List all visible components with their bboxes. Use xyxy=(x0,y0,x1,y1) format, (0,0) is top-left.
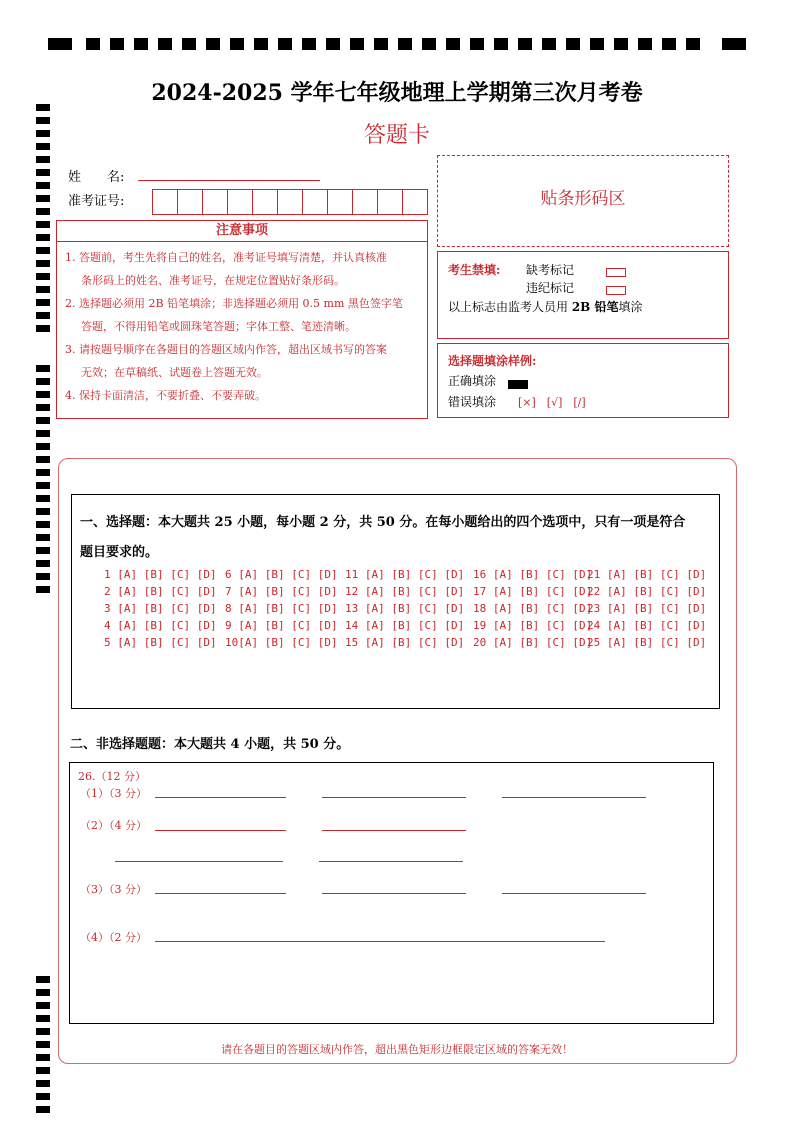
mc-question-row[interactable]: 22 [A] [B] [C] [D] xyxy=(587,585,707,598)
top-timing-marks xyxy=(48,38,746,50)
answer-line[interactable] xyxy=(155,797,286,798)
examiner-only-box xyxy=(437,251,729,339)
notice-heading: 注意事项 xyxy=(56,220,428,242)
mc-question-row[interactable]: 16 [A] [B] [C] [D] xyxy=(473,568,593,581)
mc-question-row[interactable]: 19 [A] [B] [C] [D] xyxy=(473,619,593,632)
mc-heading-line1: 一、选择题：本大题共 25 小题，每小题 2 分，共 50 分。在每小题给出的四个选项中，只有一项是符合 xyxy=(80,515,686,530)
mc-question-row[interactable]: 1 [A] [B] [C] [D] xyxy=(104,568,217,581)
answer-line[interactable] xyxy=(155,830,286,831)
mc-question-row[interactable]: 18 [A] [B] [C] [D] xyxy=(473,602,593,615)
examiner-note: 以上标志由监考人员用 2B 铅笔填涂 xyxy=(448,300,643,314)
notice-item: 3. 请按题号顺序在各题目的答题区域内作答，超出区域书写的答案 xyxy=(65,343,387,356)
mc-question-row[interactable]: 13 [A] [B] [C] [D] xyxy=(345,602,465,615)
wrong-fill-marks: [×] [√] [/] xyxy=(518,396,586,409)
question-26-label: 26.（12 分） xyxy=(78,770,146,783)
mc-question-row[interactable]: 17 [A] [B] [C] [D] xyxy=(473,585,593,598)
mc-question-row[interactable]: 11 [A] [B] [C] [D] xyxy=(345,568,465,581)
answer-sheet-subtitle: 答题卡 xyxy=(363,123,430,148)
mc-question-row[interactable]: 3 [A] [B] [C] [D] xyxy=(104,602,217,615)
footer-warning: 请在各题目的答题区域内作答，超出黑色矩形边框限定区域的答案无效！ xyxy=(221,1043,573,1056)
notice-item: 条形码上的姓名、准考证号，在规定位置贴好条形码。 xyxy=(81,274,345,287)
fill-sample-label: 选择题填涂样例: xyxy=(448,354,537,368)
mc-question-row[interactable]: 8 [A] [B] [C] [D] xyxy=(225,602,338,615)
absent-mark-box[interactable] xyxy=(606,262,626,281)
examiner-only-label: 考生禁填: xyxy=(448,263,501,277)
mc-question-row[interactable]: 12 [A] [B] [C] [D] xyxy=(345,585,465,598)
answer-line[interactable] xyxy=(502,797,646,798)
exam-id-label: 准考证号: xyxy=(68,194,125,209)
fill-sample-box xyxy=(437,343,729,418)
mc-question-row[interactable]: 5 [A] [B] [C] [D] xyxy=(104,636,217,649)
absent-mark-label: 缺考标记 xyxy=(526,263,575,277)
answer-line[interactable] xyxy=(322,797,466,798)
mc-question-row[interactable]: 21 [A] [B] [C] [D] xyxy=(587,568,707,581)
part-4-label: （4）（2 分） xyxy=(80,931,147,944)
answer-line[interactable] xyxy=(319,861,463,862)
correct-fill-mark xyxy=(508,374,528,393)
mc-question-row[interactable]: 6 [A] [B] [C] [D] xyxy=(225,568,338,581)
answer-line[interactable] xyxy=(502,893,646,894)
answer-line[interactable] xyxy=(322,830,466,831)
answer-line[interactable] xyxy=(322,893,466,894)
mc-question-row[interactable]: 24 [A] [B] [C] [D] xyxy=(587,619,707,632)
mc-question-row[interactable]: 20 [A] [B] [C] [D] xyxy=(473,636,593,649)
mc-question-row[interactable]: 7 [A] [B] [C] [D] xyxy=(225,585,338,598)
answer-line[interactable] xyxy=(155,893,286,894)
violation-mark-label: 违纪标记 xyxy=(526,281,575,295)
violation-mark-box[interactable] xyxy=(606,280,626,299)
exam-id-boxes[interactable] xyxy=(152,189,427,215)
part-1-label: （1）（3 分） xyxy=(80,787,147,800)
mc-question-row[interactable]: 25 [A] [B] [C] [D] xyxy=(587,636,707,649)
name-label: 姓 名: xyxy=(68,170,125,185)
non-mc-heading: 二、非选择题题：本大题共 4 小题，共 50 分。 xyxy=(70,737,350,752)
mc-question-row[interactable]: 2 [A] [B] [C] [D] xyxy=(104,585,217,598)
barcode-area: 贴条形码区 xyxy=(437,155,729,247)
notice-item: 2. 选择题必须用 2B 铅笔填涂；非选择题必须用 0.5 mm 黑色签字笔 xyxy=(65,297,403,310)
mc-question-row[interactable]: 4 [A] [B] [C] [D] xyxy=(104,619,217,632)
notice-box xyxy=(56,241,428,419)
part-2-label: （2）（4 分） xyxy=(80,819,147,832)
notice-item: 无效；在草稿纸、试题卷上答题无效。 xyxy=(81,366,268,379)
notice-item: 答题，不得用铅笔或圆珠笔答题；字体工整、笔迹清晰。 xyxy=(81,320,356,333)
wrong-fill-label: 错误填涂 xyxy=(448,395,497,409)
notice-item: 4. 保持卡面清洁，不要折叠、不要弄破。 xyxy=(65,389,266,402)
mc-question-row[interactable]: 10[A] [B] [C] [D] xyxy=(225,636,338,649)
answer-line[interactable] xyxy=(155,941,605,942)
answer-line[interactable] xyxy=(115,861,283,862)
name-field[interactable] xyxy=(138,180,320,181)
notice-item: 1. 答题前，考生先将自己的姓名，准考证号填写清楚，并认真核准 xyxy=(65,251,387,264)
page-title: 2024-2025 学年七年级地理上学期第三次月考卷 xyxy=(151,80,643,106)
mc-question-row[interactable]: 14 [A] [B] [C] [D] xyxy=(345,619,465,632)
mc-question-row[interactable]: 15 [A] [B] [C] [D] xyxy=(345,636,465,649)
correct-fill-label: 正确填涂 xyxy=(448,374,497,388)
mc-question-row[interactable]: 23 [A] [B] [C] [D] xyxy=(587,602,707,615)
part-3-label: （3）（3 分） xyxy=(80,883,147,896)
mc-heading-line2: 题目要求的。 xyxy=(80,545,159,560)
mc-question-row[interactable]: 9 [A] [B] [C] [D] xyxy=(225,619,338,632)
